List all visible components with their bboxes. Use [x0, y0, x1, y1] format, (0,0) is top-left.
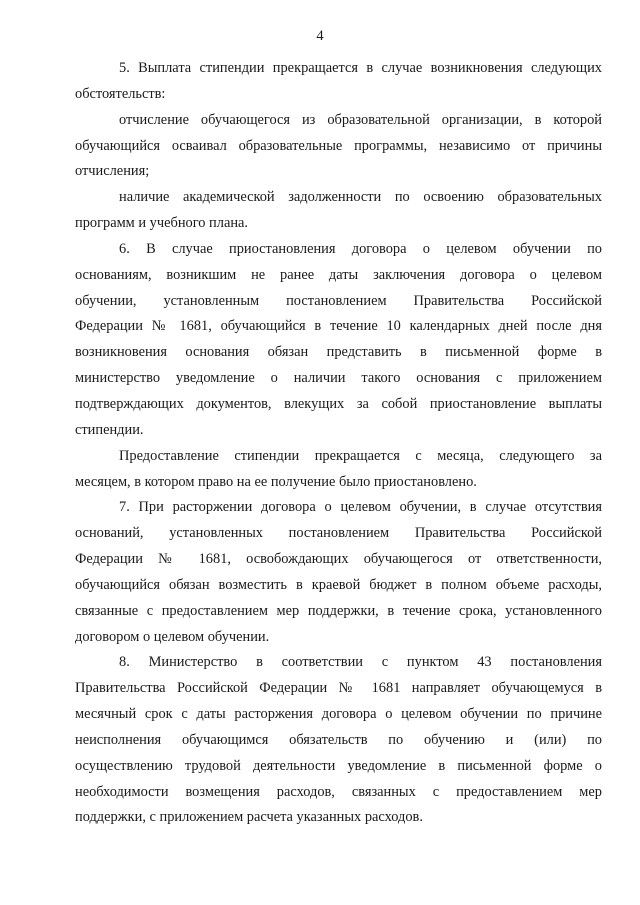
- paragraph: [75, 185, 602, 237]
- text-line: Федерации № 1681, обучающийся в течение 10 календарных дней после дня: [75, 318, 602, 335]
- text-line: 7. При расторжении договора о целевом обучении, в случае отсутствия: [119, 499, 602, 516]
- paragraph: [75, 237, 602, 444]
- text-line: обучающийся обязан возместить в краевой бюджет в полном объеме расходы,: [75, 576, 602, 593]
- text-line: обучающийся осваивал образовательные программы, независимо от причины: [75, 137, 602, 154]
- text-line: связанные с предоставлением мер поддержки, в течение срока, установленного: [75, 602, 602, 619]
- text-line: месячный срок с даты расторжения договора о целевом обучении по причине: [75, 706, 602, 723]
- text-line: Предоставление стипендии прекращается с месяца, следующего за: [119, 447, 602, 464]
- page-number: 4: [316, 28, 324, 44]
- text-line: министерство уведомление о наличии такого основания с приложением: [75, 370, 602, 387]
- text-line: обучении, установленным постановлением Правительства Российской: [75, 292, 602, 309]
- text-line: осуществлению трудовой деятельности уведомление в письменной форме о: [75, 757, 602, 774]
- text-line: возникновения основания обязан представить в письменной форме в: [75, 344, 602, 361]
- paragraph: [75, 108, 602, 186]
- text-line: 6. В случае приостановления договора о целевом обучении по: [119, 240, 602, 257]
- text-line: наличие академической задолженности по освоению образовательных: [119, 189, 602, 206]
- text-line: 5. Выплата стипендии прекращается в случае возникновения следующих: [119, 60, 602, 76]
- paragraph: [75, 650, 602, 831]
- text-line: отчисления;: [75, 163, 150, 180]
- text-line: программ и учебного плана.: [75, 215, 249, 232]
- paragraph: [75, 495, 602, 650]
- text-line: отчисление обучающегося из образовательной организации, в которой: [119, 111, 602, 128]
- text-line: Правительства Российской Федерации № 1681 направляет обучающемуся в: [75, 680, 602, 697]
- text-line: основаниям, возникшим не ранее даты заключения договора о целевом: [75, 266, 602, 283]
- text-line: договором о целевом обучении.: [75, 628, 270, 645]
- text-line: необходимости возмещения расходов, связанных с предоставлением мер: [75, 783, 602, 800]
- text-line: обстоятельств:: [75, 85, 166, 102]
- text-line: месяцем, в котором право на ее получение было приостановлено.: [75, 473, 477, 490]
- text-line: Федерации № 1681, освобождающих обучающегося от ответственности,: [75, 551, 602, 568]
- text-line: неисполнения обучающимся обязательств по обучению и (или) по: [75, 731, 602, 748]
- text-line: поддержки, с приложением расчета указанных расходов.: [75, 809, 423, 826]
- text-line: 8. Министерство в соответствии с пунктом 43 постановления: [119, 654, 602, 671]
- text-line: оснований, установленных постановлением Правительства Российской: [75, 525, 602, 542]
- paragraph: [75, 444, 602, 496]
- paragraph: [75, 56, 602, 108]
- text-line: подтверждающих документов, влекущих за собой приостановление выплаты: [75, 395, 602, 412]
- document-body: [75, 56, 602, 831]
- text-line: стипендии.: [75, 421, 144, 438]
